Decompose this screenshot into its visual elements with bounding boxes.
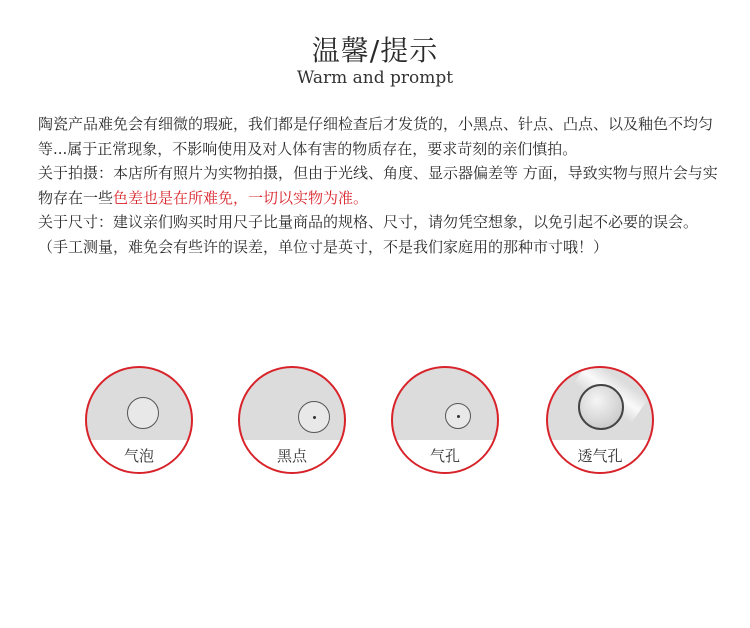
defect-sample-bubble [85, 366, 193, 474]
vent-hole-icon [578, 384, 624, 430]
defect-label: 气泡 [123, 447, 154, 465]
defect-sample-vent-hole [546, 366, 654, 474]
defect-label: 气孔 [429, 447, 460, 465]
bubble-icon [127, 397, 159, 429]
page-subtitle: Warm and prompt [296, 68, 454, 88]
page-title: 温馨/提示 [311, 34, 439, 67]
defect-sample-black-dot [238, 366, 346, 474]
notice-paragraph-size: 关于尺寸：建议亲们购买时用尺子比量商品的规格、尺寸，请勿凭空想象，以免引起不必要的误会。（手工测量，难免会有些许的误差，单位寸是英寸，不是我们家庭用的那种市寸哦！） [38, 213, 699, 256]
pore-icon [445, 403, 471, 429]
defect-sample-pore [391, 366, 499, 474]
notice-text-block [38, 112, 718, 259]
defect-label: 透气孔 [577, 447, 623, 465]
photo-note-highlight: 色差也是在所难免，一切以实物为准。 [113, 188, 369, 207]
defect-label: 黑点 [276, 447, 307, 465]
notice-paragraph-photos [38, 161, 718, 210]
black-dot-icon [298, 401, 330, 433]
notice-paragraph-defects: 陶瓷产品难免会有细微的瑕疵，我们都是仔细检查后才发货的，小黑点、针点、凸点、以及釉色不均匀等...属于正常现象，不影响使用及对人体有害的物质存在，要求苛刻的亲们慎拍。 [38, 115, 714, 158]
photo-note-text: 关于拍摄：本店所有照片为实物拍摄，但由于光线、角度、显示器偏差等 方面，导致实物与照片会与实物存在一些 [38, 164, 718, 207]
